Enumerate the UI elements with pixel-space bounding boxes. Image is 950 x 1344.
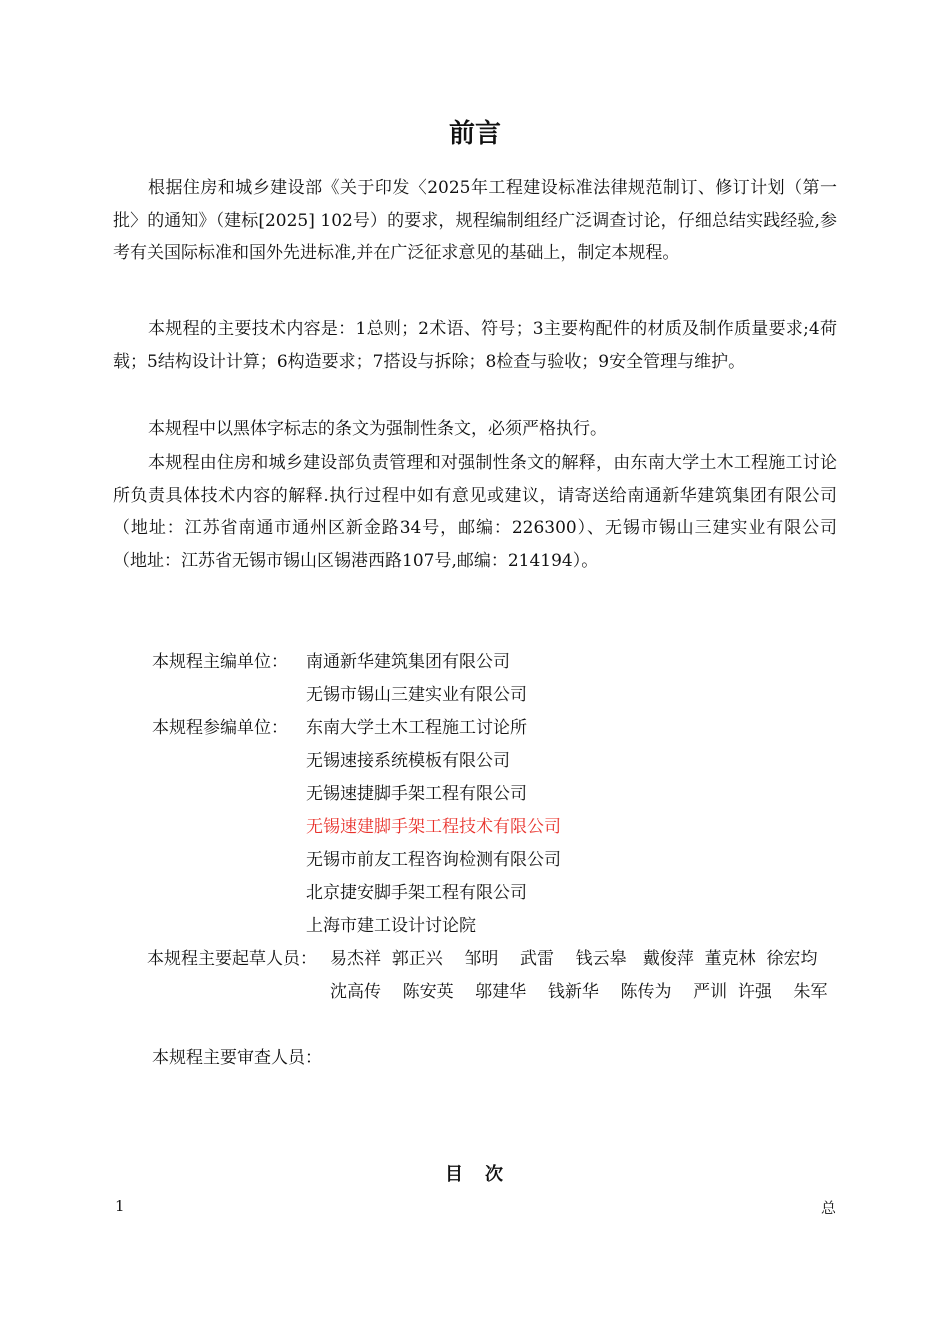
- preface-paragraph-1: 根据住房和城乡建设部《关于印发〈2025年工程建设标准法律规范制订、修订计划（第一批〉的通知》（建标[2025] 102号）的要求，规程编制组经广泛调查讨论，仔细总结实践经验,参考有关国际标准和国外先进标准,并在广泛征求意见的基础上，制定本规程。: [113, 178, 837, 263]
- participating-unit: 东南大学土木工程施工讨论所: [306, 718, 527, 738]
- drafters-list: 易杰祥 郭正兴 邹明 武雷 钱云皋 戴俊萍 董克林 徐宏均 沈高传 陈安英 邬建华 钱新华 陈传为 严训 许强 朱军: [330, 949, 840, 1002]
- preface-paragraph-4: 本规程由住房和城乡建设部负责管理和对强制性条文的解释，由东南大学土木工程施工讨论所负责具体技术内容的解释.执行过程中如有意见或建议，请寄送给南通新华建筑集团有限公司（地址：江苏省南通市通州区新金路34号，邮编：226300）、无锡市锡山三建实业有限公司（地址：江苏省无锡市锡山区锡港西路107号,邮编：214194）。: [113, 453, 837, 571]
- participating-unit: 上海市建工设计讨论院: [306, 916, 476, 936]
- toc-entry-text: 总: [821, 1199, 837, 1217]
- participating-unit-highlighted: 无锡速建脚手架工程技术有限公司: [306, 817, 561, 837]
- toc-title: 目 次: [445, 1164, 505, 1185]
- participating-unit: 无锡速接系统模板有限公司: [306, 751, 510, 771]
- chief-unit: 无锡市锡山三建实业有限公司: [306, 685, 527, 705]
- toc-entry-number: 1: [115, 1197, 125, 1215]
- participating-unit: 北京捷安脚手架工程有限公司: [306, 883, 527, 903]
- drafters-label: 本规程主要起草人员：: [147, 949, 317, 969]
- reviewers-label: 本规程主要审查人员：: [152, 1048, 322, 1068]
- preface-title: 前言: [448, 119, 501, 149]
- participating-units-label: 本规程参编单位：: [152, 718, 288, 738]
- chief-units-label: 本规程主编单位：: [152, 652, 288, 672]
- participating-unit: 无锡速捷脚手架工程有限公司: [306, 784, 527, 804]
- participating-unit: 无锡市前友工程咨询检测有限公司: [306, 850, 561, 870]
- preface-paragraph-2: 本规程的主要技术内容是：1总则；2术语、符号；3主要构配件的材质及制作质量要求;4荷载；5结构设计计算；6构造要求；7搭设与拆除；8检查与验收；9安全管理与维护。: [113, 319, 837, 372]
- preface-paragraph-3: 本规程中以黑体字标志的条文为强制性条文，必须严格执行。: [148, 419, 607, 439]
- chief-unit: 南通新华建筑集团有限公司: [306, 652, 510, 672]
